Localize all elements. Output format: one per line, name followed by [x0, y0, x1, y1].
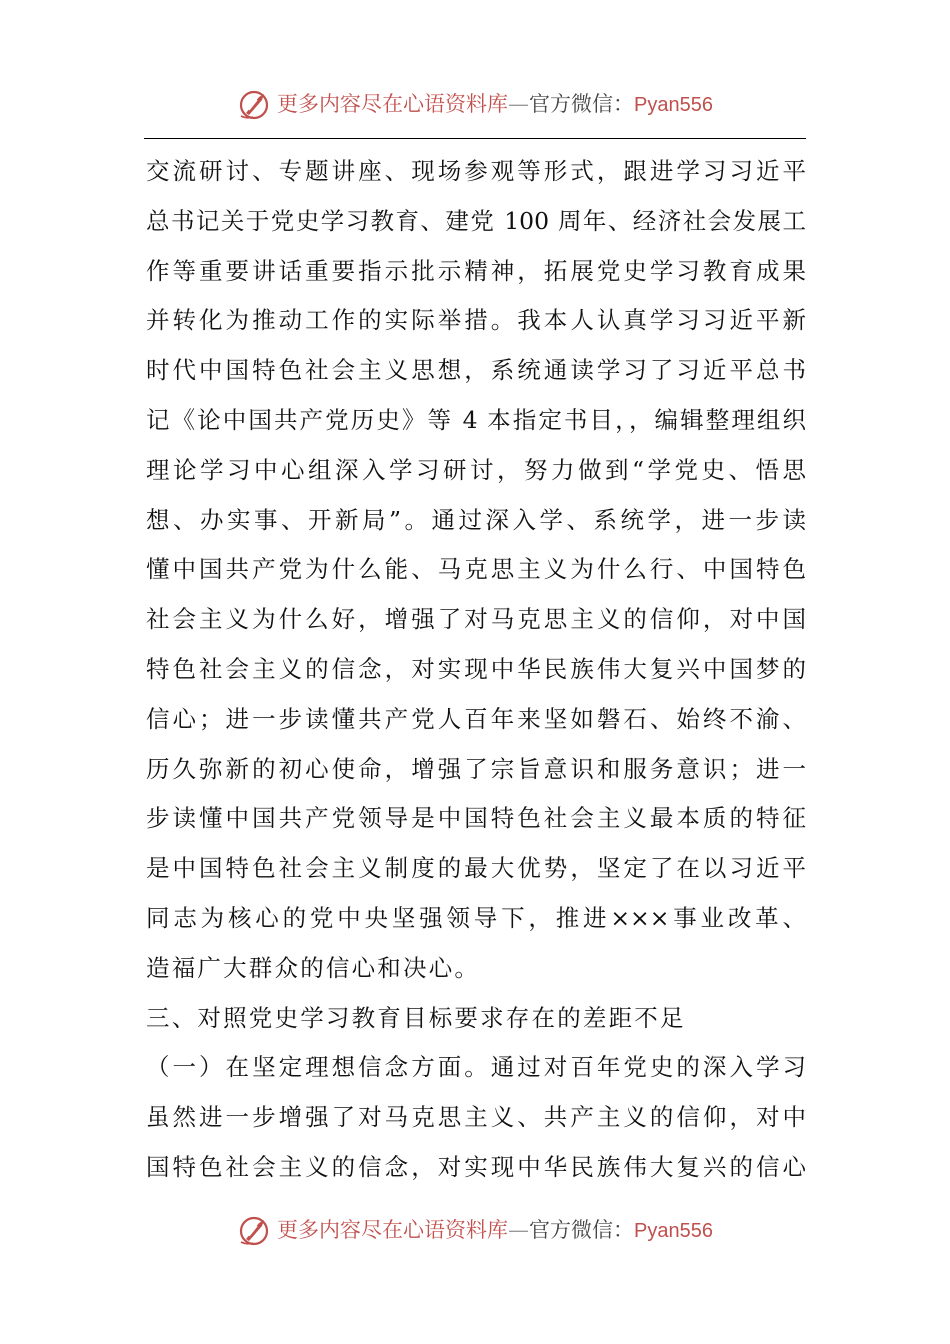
footer-wechat-id: Pyan556 [634, 1219, 713, 1242]
body-line: 历久弥新的初心使命，增强了宗旨意识和服务意识；进一 [146, 754, 806, 783]
body-line: 理论学习中心组深入学习研讨，努力做到“学党史、悟思 [146, 455, 806, 484]
body-line: 懂中国共产党为什么能、马克思主义为什么行、中国特色 [146, 555, 806, 584]
body-line: 并转化为推动工作的实际举措。我本人认真学习习近平新 [146, 306, 806, 335]
body-line: 虽然进一步增强了对马克思主义、共产主义的信仰，对中 [146, 1103, 806, 1132]
body-line-paragraph-end: 造福广大群众的信心和决心。 [146, 953, 481, 982]
header-divider [144, 138, 806, 139]
document-body [146, 147, 806, 1193]
footer-brand: 更多内容尽在心语资料库 [277, 1217, 509, 1242]
footer-banner-text [277, 1210, 713, 1251]
header-wechat-label: 官方微信： [529, 91, 635, 116]
body-line: （一）在坚定理想信念方面。通过对百年党史的深入学习 [146, 1053, 806, 1082]
body-line: 想、办实事、开新局”。通过深入学、系统学，进一步读 [146, 505, 806, 534]
body-line: 社会主义为什么好，增强了对马克思主义的信仰，对中国 [146, 605, 806, 634]
body-line: 作等重要讲话重要指示批示精神，拓展党史学习教育成果 [146, 256, 806, 285]
header-banner-text [277, 84, 713, 125]
header-brand: 更多内容尽在心语资料库 [277, 91, 509, 116]
body-line: 同志为核心的党中央坚强领导下，推进×××事业改革、 [146, 903, 806, 932]
body-line: 记《论中国共产党历史》等 4 本指定书目，，编辑整理组织 [146, 405, 806, 434]
body-line: 国特色社会主义的信念，对实现中华民族伟大复兴的信心 [146, 1152, 806, 1181]
body-line: 是中国特色社会主义制度的最大优势，坚定了在以习近平 [146, 854, 806, 883]
body-line: 交流研讨、专题讲座、现场参观等形式，跟进学习习近平 [146, 157, 806, 185]
body-line: 总书记关于党史学习教育、建党 100 周年、经济社会发展工 [146, 206, 806, 235]
header-banner [0, 84, 950, 124]
pen-nib-circle-icon [237, 1212, 273, 1248]
body-line: 时代中国特色社会主义思想，系统通读学习了习近平总书 [146, 356, 806, 385]
body-line: 信心；进一步读懂共产党人百年来坚如磐石、始终不渝、 [146, 704, 806, 733]
footer-dash: — [508, 1217, 530, 1242]
pen-nib-circle-icon [237, 86, 273, 122]
header-dash: — [508, 91, 530, 116]
body-line: 步读懂中国共产党领导是中国特色社会主义最本质的特征 [146, 804, 806, 833]
body-line: 特色社会主义的信念，对实现中华民族伟大复兴中国梦的 [146, 654, 806, 683]
footer-banner [0, 1210, 950, 1250]
header-wechat-id: Pyan556 [634, 93, 713, 116]
footer-wechat-label: 官方微信： [529, 1217, 635, 1242]
section-heading: 三、对照党史学习教育目标要求存在的差距不足 [146, 1003, 686, 1032]
